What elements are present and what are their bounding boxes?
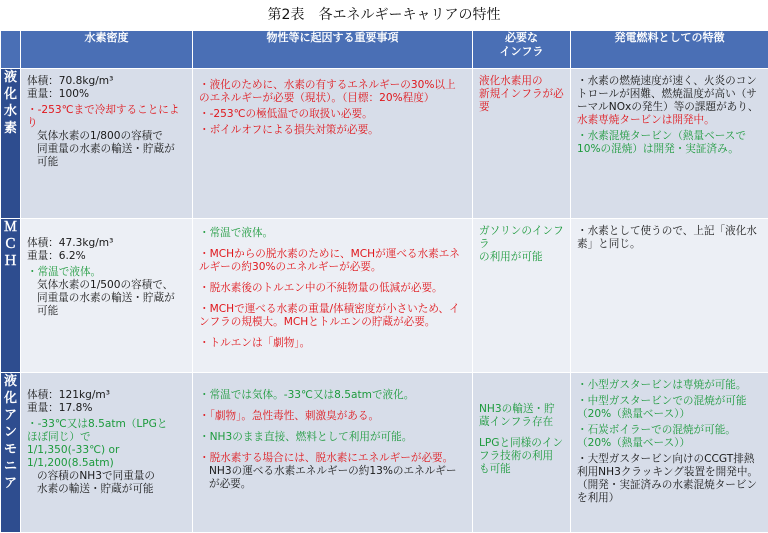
power-item: ・小型ガスタービンは専焼が可能。 [577, 379, 762, 392]
infra-item: LPGと同様のイン フラ技術の利用 も可能 [479, 437, 564, 476]
density-nh3 [21, 373, 193, 533]
power-lh2 [571, 69, 768, 219]
density-note: ・-33℃又は8.5atm（LPGと ほぼ同じ）で 1/1,350(-33℃) or 1/1,200(8.5atm) [27, 418, 186, 470]
density-note-rest: 気体水素の1/800の容積で 同重量の水素の輸送・貯蔵が 可能 [27, 130, 186, 169]
power-item: ・大型ガスタービン向けのCCGT排熱利用NH3クラッキング装置を開発中。（開発・実証済みの水素混焼タービンを利用） [577, 453, 762, 505]
issues-lh2 [193, 69, 473, 219]
issue-item-rest: NH3の運べる水素エネルギーの約13%のエネルギーが必要。 [199, 465, 466, 491]
issue-item: ・トルエンは「劇物」。 [199, 337, 466, 350]
row-label-lh2: 液 化 水 素 [1, 69, 21, 219]
issue-item: ・常温では気体。-33℃又は8.5atmで液化。 [199, 389, 466, 402]
header-corner [1, 31, 21, 69]
issues-nh3 [193, 373, 473, 533]
issue-item: ・常温で液体。 [199, 227, 466, 240]
power-mch: ・水素として使うので、上記「液化水素」と同じ。 [571, 219, 768, 373]
issues-mch [193, 219, 473, 373]
density-note: ・-253℃まで冷却することにより [27, 104, 186, 130]
energy-carrier-table [0, 30, 768, 533]
issue-item: ・「劇物」。急性毒性、刺激臭がある。 [199, 410, 466, 423]
density-lh2 [21, 69, 193, 219]
density-mch [21, 219, 193, 373]
density-volume: 体積：121kg/m³ [27, 389, 186, 402]
issue-item: ・脱水素後のトルエン中の不純物量の低減が必要。 [199, 282, 466, 295]
infra-nh3 [473, 373, 571, 533]
header-density: 水素密度 [21, 31, 193, 69]
infra-lh2: 液化水素用の 新規インフラが必 要 [473, 69, 571, 219]
issue-item: ・ボイルオフによる損失対策が必要。 [199, 124, 466, 137]
power-item-emphasis: 水素専焼タービンは開発中。 [577, 114, 715, 126]
page-title: 第2表 各エネルギーキャリアの特性 [0, 4, 768, 26]
issue-item: ・脱水素する場合には、脱水素にエネルギーが必要。 [199, 452, 466, 465]
density-weight: 重量：100% [27, 88, 186, 101]
density-weight: 重量：17.8% [27, 402, 186, 415]
issue-item: ・NH3のまま直接、燃料として利用が可能。 [199, 431, 466, 444]
density-volume: 体積：70.8kg/m³ [27, 75, 186, 88]
density-note-rest: 気体水素の1/500の容積で、 同重量の水素の輸送・貯蔵が 可能 [27, 279, 186, 318]
infra-item: NH3の輸送・貯 蔵インフラ存在 [479, 403, 564, 429]
issue-item: ・MCHで運べる水素の重量/体積密度が小さいため、インフラの規模大。MCHとトルエンの貯蔵が必要。 [199, 303, 466, 329]
header-infra: 必要な インフラ [473, 31, 571, 69]
issue-item: ・液化のために、水素の有するエネルギーの30%以上のエネルギーが必要（現状）。（目標：20%程度） [199, 79, 466, 105]
infra-mch: ガソリンのインフラ の利用が可能 [473, 219, 571, 373]
power-item: ・中型ガスタービンでの混焼が可能（20%（熱量ベース）） [577, 395, 762, 421]
header-power: 発電燃料としての特徴 [571, 31, 768, 69]
power-item: ・水素の燃焼速度が速く、火炎のコントロールが困難、燃焼温度が高い（サーマルNOxの発生）等の課題があり、 [577, 75, 758, 113]
density-weight: 重量：6.2% [27, 250, 186, 263]
power-nh3 [571, 373, 768, 533]
power-item: ・石炭ボイラーでの混焼が可能。（20%（熱量ベース）） [577, 424, 762, 450]
issue-item: ・MCHからの脱水素のために、MCHが運べる水素エネルギーの約30%のエネルギーが必要。 [199, 248, 466, 274]
row-label-mch: Ｍ Ｃ Ｈ [1, 219, 21, 373]
row-label-nh3: 液 化 ア ン モ ニ ア [1, 373, 21, 533]
density-note-rest: の容積のNH3で同重量の 水素の輸送・貯蔵が可能 [27, 470, 186, 496]
power-item: ・水素混焼タービン（熱量ベースで10%の混焼）は開発・実証済み。 [577, 130, 762, 156]
density-volume: 体積：47.3kg/m³ [27, 237, 186, 250]
density-note: ・常温で液体。 [27, 266, 186, 279]
header-issues: 物性等に起因する重要事項 [193, 31, 473, 69]
issue-item: ・-253℃の極低温での取扱い必要。 [199, 108, 466, 121]
